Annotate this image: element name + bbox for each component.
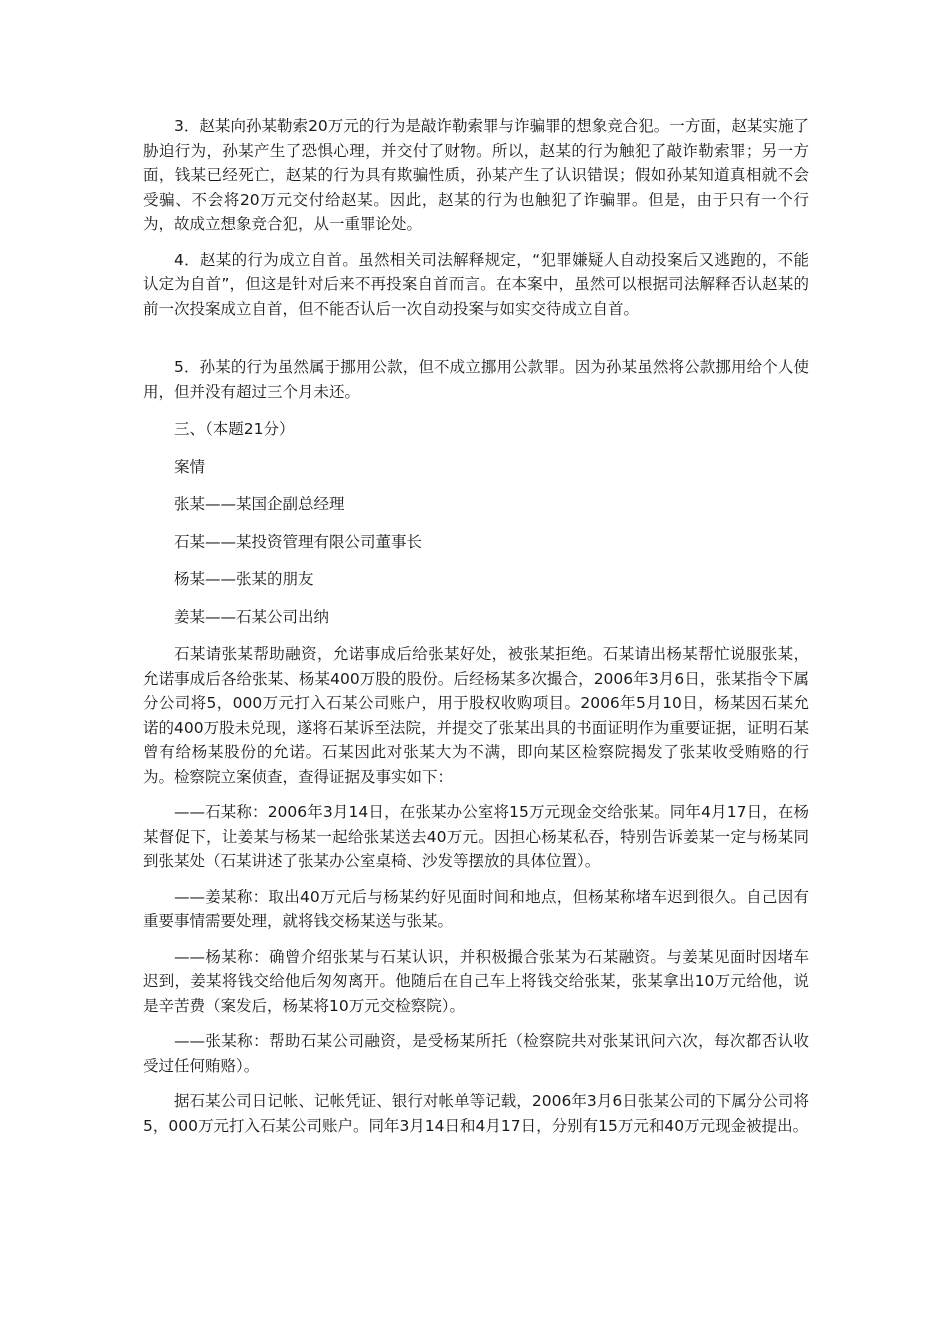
person-jiang: 姜某——石某公司出纳 (174, 607, 330, 626)
paragraph-answer-5: 5．孙某的行为虽然属于挪用公款，但不成立挪用公款罪。因为孙某虽然将公款挪用给个人使用，但并没有超过三个月未还。 (143, 358, 809, 401)
case-label: 案情 (174, 457, 206, 476)
paragraph-statement-jiang: ——姜某称：取出40万元后与杨某约好见面时间和地点，但杨某称堵车迟到很久。自己因有重要事情需要处理，就将钱交杨某送与张某。 (143, 887, 809, 930)
paragraph-statement-yang: ——杨某称：确曾介绍张某与石某认识，并积极撮合张某为石某融资。与姜某见面时因堵车迟到，姜某将钱交给他后匆匆离开。他随后在自己车上将钱交给张某，张某拿出10万元给他，说是辛苦费（案发后，杨某将10万元交检察院）。 (143, 947, 809, 1015)
person-yang: 杨某——张某的朋友 (174, 570, 314, 588)
paragraph-case-facts: 石某请张某帮助融资，允诺事成后给张某好处，被张某拒绝。石某请出杨某帮忙说服张某，允诺事成后各给张某、杨某400万股的股份。后经杨某多次撮合，2006年3月6日，张某指令下属分公司将5，000万元打入石某公司账户，用于股权收购项目。2006年5月10日，杨某因石某允诺的400万股未兑现，遂将石某诉至法院，并提交了张某出具的书面证明作为重要证据，证明石某曾有给杨某股份的允诺。石某因此对张某大为不满，即向某区检察院揭发了张某收受贿赂的行为。检察院立案侦查，查得证据及事实如下： (143, 645, 809, 786)
person-shi: 石某——某投资管理有限公司董事长 (174, 532, 423, 551)
paragraph-statement-zhang: ——张某称：帮助石某公司融资，是受杨某所托（检察院共对张某讯问六次，每次都否认收受过任何贿赂）。 (143, 1032, 809, 1075)
paragraph-answer-3: 3．赵某向孙某勒索20万元的行为是敲诈勒索罪与诈骗罪的想象竞合犯。一方面，赵某实施了胁迫行为，孙某产生了恐惧心理，并交付了财物。所以，赵某的行为触犯了敲诈勒索罪；另一方面，钱某已经死亡，赵某的行为具有欺骗性质，孙某产生了认识错误；假如孙某知道真相就不会受骗、不会将20万元交付给赵某。因此，赵某的行为也触犯了诈骗罪。但是，由于只有一个行为，故成立想象竞合犯，从一重罪论处。 (143, 117, 809, 233)
document-page (143, 114, 809, 1138)
paragraph-records: 据石某公司日记帐、记帐凭证、银行对帐单等记载，2006年3月6日张某公司的下属分公司将5，000万元打入石某公司账户。同年3月14日和4月17日，分别有15万元和40万元现金被提出。 (143, 1092, 809, 1135)
paragraph-answer-4: 4．赵某的行为成立自首。虽然相关司法解释规定，“犯罪嫌疑人自动投案后又逃跑的，不能认定为自首”，但这是针对后来不再投案自首而言。在本案中，虽然可以根据司法解释否认赵某的前一次投案成立自首，但不能否认后一次自动投案与如实交待成立自首。 (143, 250, 809, 318)
section-heading: 三、（本题21分） (174, 420, 295, 438)
person-zhang: 张某——某国企副总经理 (174, 495, 345, 513)
paragraph-statement-shi: ——石某称：2006年3月14日，在张某办公室将15万元现金交给张某。同年4月17日，在杨某督促下，让姜某与杨某一起给张某送去40万元。因担心杨某私吞，特别告诉姜某一定与杨某同到张某处（石某讲述了张某办公室桌椅、沙发等摆放的具体位置）。 (143, 803, 809, 870)
blank-line (143, 321, 809, 344)
